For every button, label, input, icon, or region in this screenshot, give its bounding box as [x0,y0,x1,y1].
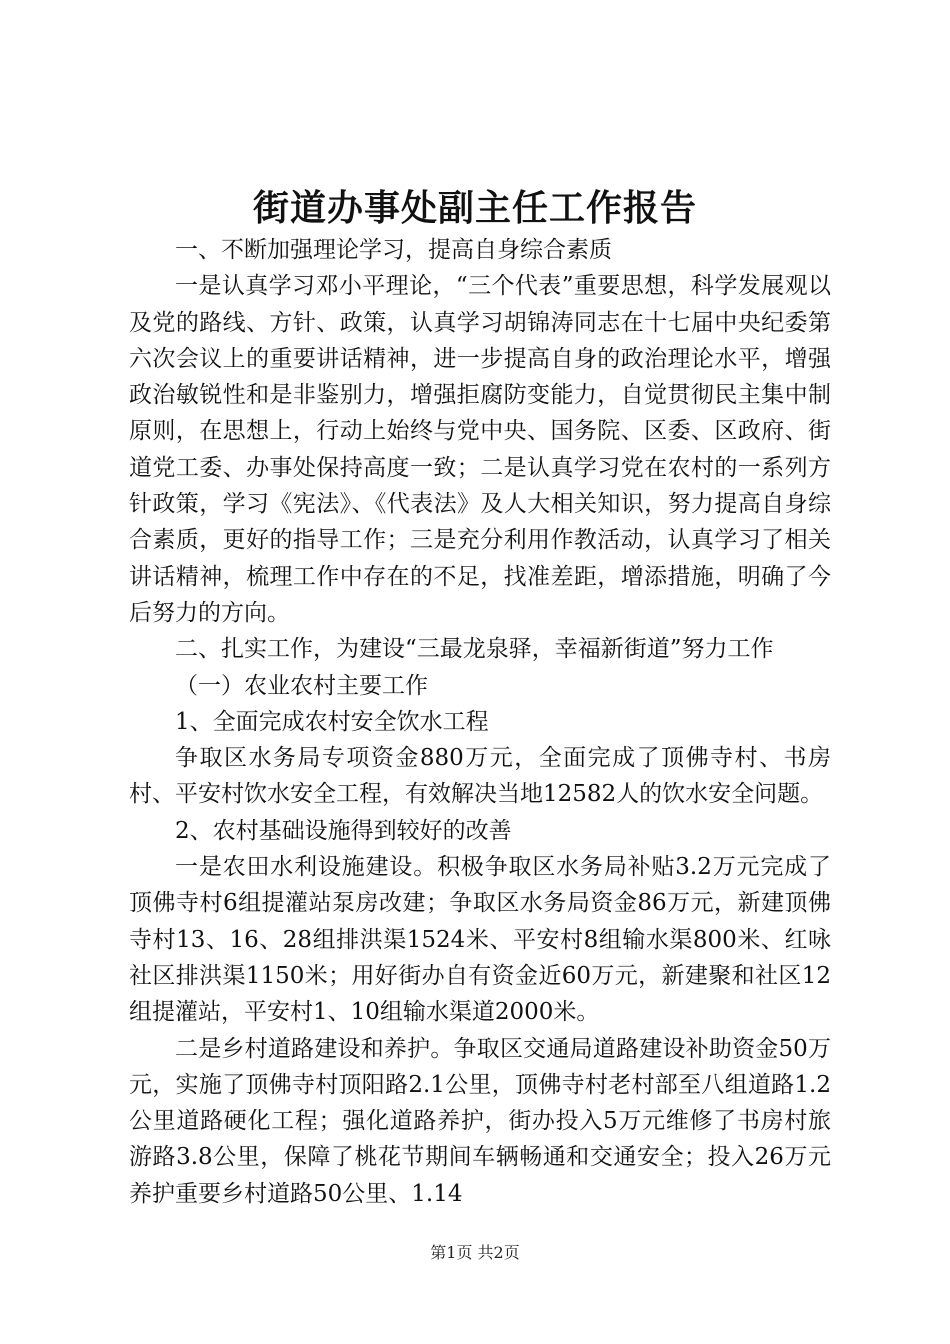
body-paragraph: 一是认真学习邓小平理论，“三个代表”重要思想，科学发展观以及党的路线、方针、政策，认真学习胡锦涛同志在十七届中央纪委第六次会议上的重要讲话精神，进一步提高自身的政治理论水平，增强政治敏锐性和是非鉴别力，增强拒腐防变能力，自觉贯彻民主集中制原则，在思想上，行动上始终与党中央、国务院、区委、区政府、街道党工委、办事处保持高度一致；二是认真学习党在农村的一系列方针政策，学习《宪法》、《代表法》及人大相关知识，努力提高自身综合素质，更好的指导工作；三是充分利用作教活动，认真学习了相关讲话精神，梳理工作中存在的不足，找准差距，增添措施，明确了今后努力的方向。 [129,273,831,626]
subsection-heading: （一）农业农村主要工作 [175,672,428,699]
document-title: 街道办事处副主任工作报告 [252,187,697,229]
item-heading-2: 2、农村基础设施得到较好的改善 [175,817,512,844]
section-heading-2: 二、扎实工作，为建设“三最龙泉驿，幸福新街道”努力工作 [175,636,774,663]
page-footer: 第1页 共2页 [430,1243,520,1262]
body-paragraph: 争取区水务局专项资金880万元，全面完成了顶佛寺村、书房村、平安村饮水安全工程，有效解决当地12582人的饮水安全问题。 [129,745,831,808]
section-heading-1: 一、不断加强理论学习，提高自身综合素质 [175,237,612,263]
body-paragraph: 一是农田水利设施建设。积极争取区水务局补贴3.2万元完成了顶佛寺村6组提灌站泵房改建；争取区水务局资金86万元，新建顶佛寺村13、16、28组排洪渠1524米、平安村8组输水渠800米、红咏社区排洪渠1150米；用好街办自有资金近60万元，新建聚和社区12组提灌站，平安村1、10组输水渠道2000米。 [129,854,831,1026]
body-paragraph: 二是乡村道路建设和养护。争取区交通局道路建设补助资金50万元，实施了顶佛寺村顶阳路2.1公里，顶佛寺村老村部至八组道路1.2公里道路硬化工程；强化道路养护，街办投入5万元维修了书房村旅游路3.8公里，保障了桃花节期间车辆畅通和交通安全；投入26万元养护重要乡村道路50公里、1.14 [129,1035,831,1207]
document-body [129,232,831,1212]
item-heading-1: 1、全面完成农村安全饮水工程 [175,708,489,735]
